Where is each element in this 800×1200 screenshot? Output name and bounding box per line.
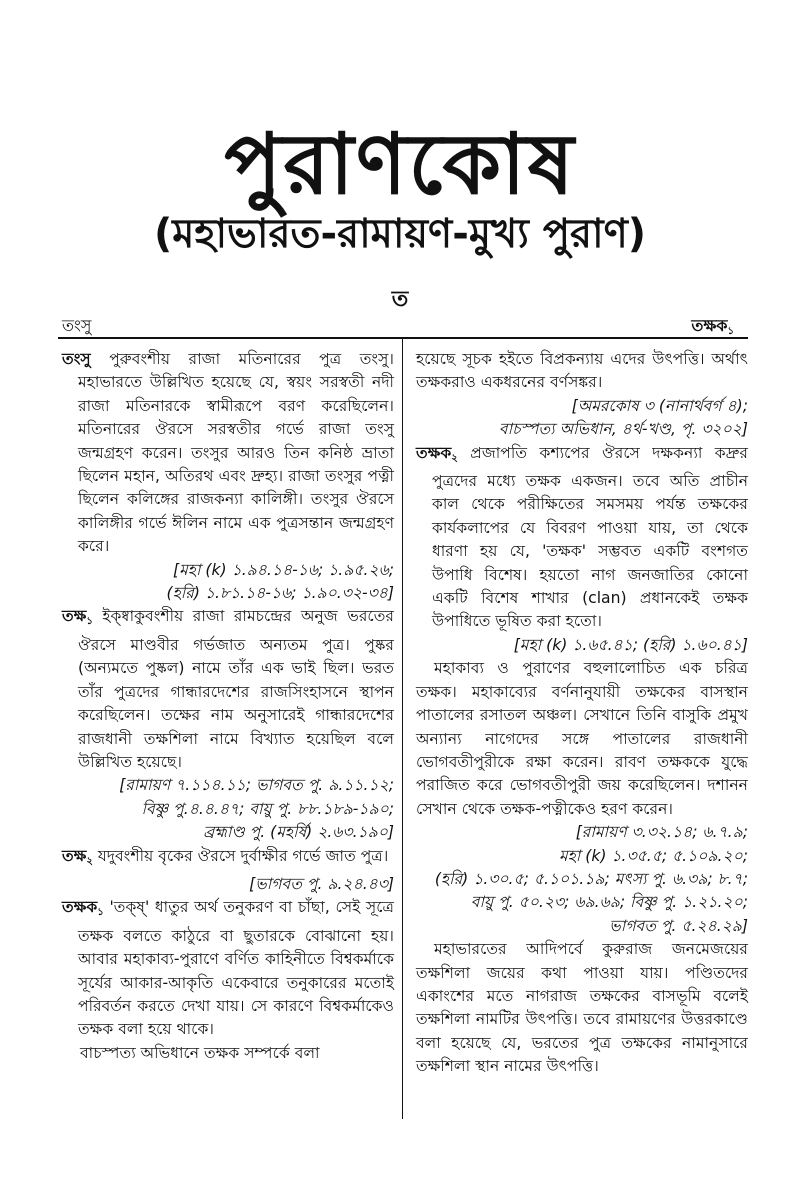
entry-headword bbox=[416, 444, 458, 462]
entry-headword: তংসু bbox=[62, 350, 91, 368]
entry-reference: [অমরকোষ ৩ (নানার্থবর্গ ৪); bbox=[571, 396, 748, 415]
guide-word-left: তংসু bbox=[62, 316, 92, 335]
entry-text: 'তক্ষ্' ধাতুর অর্থ তনুকরণ বা চাঁছা, সেই সূত্রে তক্ষক বলতে কাঠুরে বা ছুতারকে বোঝানো হয়। আবার মহাকাব্য-পুরাণে বর্ণিত কাহিনীতে বিশ্বকর্মাকে সূর্যের আকার-আকৃতি একেবারে তনুকারের মতোই পরিবর্তন করতে দেখা যায়। সে কারণে বিশ্বকর্মাকেও তক্ষক বলা হয়ে থাকে। bbox=[78, 898, 394, 1039]
entry-taksha-2 bbox=[62, 845, 394, 873]
headword-text: তক্ষক bbox=[416, 443, 452, 462]
entry-reference: [রামায়ণ ৩.৩২.১৪; ৬.৭.৯; bbox=[575, 823, 748, 842]
entry-paragraph: মহাভারতের আদিপর্বে কুরুরাজ জনমেজয়ের তক্ষশিলা জয়ের কথা পাওয়া যায়। পণ্ডিতদের একাংশের মতে নাগরাজ তক্ষকের বাসভূমি বলেই তক্ষশিলা নামটির উৎপত্তি। তবে রামায়ণের উত্তরকাণ্ডে বলা হয়েছে যে, ভরতের পুত্র তক্ষকের নামানুসারে তক্ষশিলা স্থান নামের উৎপত্তি। bbox=[416, 940, 748, 1076]
entry-text: যদুবংশীয় বৃকের ঔরসে দুর্বাক্ষীর গর্ভে জাত পুত্র। bbox=[97, 846, 389, 865]
guide-word-right-text: তক্ষক bbox=[691, 316, 728, 335]
entry-reference: ব্রহ্মাণ্ড পু. (মহর্ষি) ২.৬৩.১৯০] bbox=[203, 823, 394, 842]
entry-reference: বাচস্পত্য অভিধান, ৪র্থ-খণ্ড, পৃ. ৩২০২] bbox=[498, 420, 748, 439]
entry-continued-text: হয়েছে সূচক হইতে বিপ্রকন্যায় এদের উৎপত্তি। অর্থাৎ তক্ষকরাও একধরনের বর্ণসঙ্কর। bbox=[416, 350, 748, 392]
headword-sub: ১ bbox=[86, 616, 93, 628]
page-title: পুরাণকোষ bbox=[224, 115, 576, 213]
entry-headword bbox=[62, 607, 93, 628]
headword-sub: ২ bbox=[451, 452, 458, 464]
entry-reference: [ভাগবত পু. ৯.২৪.৪৩] bbox=[249, 874, 394, 893]
left-column bbox=[62, 348, 394, 1065]
entry-reference: ভাগবত পু. ৫.২৪.২৯] bbox=[609, 916, 748, 935]
entry-taksha-1 bbox=[62, 605, 394, 774]
entry-reference: (হরি) ১.৮১.১৪-১৬; ১.৯০.৩২-৩৪] bbox=[166, 584, 394, 603]
entry-text: ইক্ষ্বাকুবংশীয় রাজা রামচন্দ্রের অনুজ ভরতের ঔরসে মাণ্ডবীর গর্ভজাত অন্যতম পুত্র। পুষ্কর (অন্যমতে পুষ্কল) নামে তাঁর এক ভাই ছিল। ভরত তাঁর পুত্রদের গান্ধারদেশের রাজসিংহাসনে স্থাপন করেছিলেন। তক্ষের নাম অনুসারেই গান্ধারদেশের রাজধানী তক্ষশিলা নামে বিখ্যাত হয়েছিল বলে উল্লিখিত হয়েছে। bbox=[78, 607, 394, 771]
entry-reference: [রামায়ণ ৭.১১৪.১১; ভাগবত পু. ৯.১১.১২; bbox=[119, 776, 394, 795]
headword-sub: ১ bbox=[97, 907, 104, 919]
entry-reference: [মহা (k) ১.৯৪.১৪-১৬; ১.৯৫.২৬; bbox=[173, 560, 394, 579]
headword-text: তক্ষ bbox=[62, 607, 87, 626]
right-column bbox=[416, 348, 748, 1079]
entry-tangsu bbox=[62, 348, 394, 559]
entry-reference: বিষ্ণু পু.৪.৪.৪৭; বায়ু পু. ৮৮.১৮৯-১৯০; bbox=[141, 799, 394, 818]
entry-text: পুরুবংশীয় রাজা মতিনারের পুত্র তংসু। মহাভারতে উল্লিখিত হয়েছে যে, স্বয়ং সরস্বতী নদী রাজা মতিনারকে স্বামীরূপে বরণ করেছিলেন। মতিনারের ঔরসে সরস্বতীর গর্ভে রাজা তংসু জন্মগ্রহণ করেন। তংসুর আরও তিন কনিষ্ঠ ভ্রাতা ছিলেন মহান, অতিরথ এবং দ্রুহ্য। রাজা তংসুর পত্নী ছিলেন কলিঙ্গের রাজকন্যা কালিঙ্গী। তংসুর ঔরসে কালিঙ্গীর গর্ভে ঈলিন নামে এক পুত্রসন্তান জন্মগ্রহণ করে। bbox=[78, 350, 394, 556]
entry-reference: বায়ু পু. ৫০.২৩; ৬৯.৬৯; বিষ্ণু পু. ১.২১.২০; bbox=[470, 893, 748, 912]
entry-headword bbox=[62, 847, 93, 865]
guide-word-right-sub: ১ bbox=[727, 326, 734, 337]
headword-text: তক্ষ bbox=[62, 846, 87, 865]
section-letter: ত bbox=[391, 287, 409, 312]
entry-takshak-1 bbox=[62, 896, 394, 1041]
page-subtitle: (মহাভারত-রামায়ণ-মুখ্য পুরাণ) bbox=[153, 211, 647, 257]
entry-takshak-2 bbox=[416, 442, 748, 634]
entry-headword bbox=[62, 898, 104, 919]
headword-sub: ২ bbox=[86, 855, 93, 867]
entry-paragraph: মহাকাব্য ও পুরাণের বহুলালোচিত এক চরিত্র তক্ষক। মহাকাব্যের বর্ণনানুযায়ী তক্ষকের বাসস্থান পাতালের রসাতল অঞ্চল। সেখানে তিনি বাসুকি প্রমুখ অন্যান্য নাগেদের সঙ্গে পাতালের রাজধানী ভোগবতীপুরীকে রক্ষা করেন। রাবণ তক্ষককে যুদ্ধে পরাজিত করে ভোগবতীপুরী জয় করেছিলেন। দশানন সেখান থেকে তক্ষক-পত্নীকেও হরণ করেন। bbox=[416, 659, 748, 818]
headword-text: তক্ষক bbox=[62, 898, 98, 917]
entry-reference: (হরি) ১.৩০.৫; ৫.১০১.১৯; মৎস্য পু. ৬.৩৯; ৮.৭; bbox=[434, 869, 748, 888]
entry-reference: মহা (k) ১.৩৫.৫; ৫.১০৯.২০; bbox=[558, 846, 748, 865]
entry-continuation: বাচস্পত্য অভিধানে তক্ষক সম্পর্কে বলা bbox=[80, 1043, 320, 1062]
entry-text: প্রজাপতি কশ্যপের ঔরসে দক্ষকন্যা কদ্রুর পুত্রদের মধ্যে তক্ষক একজন। তবে অতি প্রাচীন কাল থেকে পরীক্ষিতের সমসময় পর্যন্ত তক্ষকের কার্যকলাপের যে বিবরণ পাওয়া যায়, তা থেকে ধারণা হয় যে, 'তক্ষক' সম্ভবত একটি বংশগত উপাধি বিশেষ। হয়তো নাগ জনজাতির কোনো একটি বিশেষ শাখার (clan) প্রধানকেই তক্ষক উপাধিতে ভূষিত করা হতো। bbox=[432, 443, 748, 631]
header-rule bbox=[58, 337, 748, 339]
column-divider bbox=[402, 339, 403, 1119]
entry-reference: [মহা (k) ১.৬৫.৪১; (হরি) ১.৬০.৪১] bbox=[513, 635, 748, 654]
